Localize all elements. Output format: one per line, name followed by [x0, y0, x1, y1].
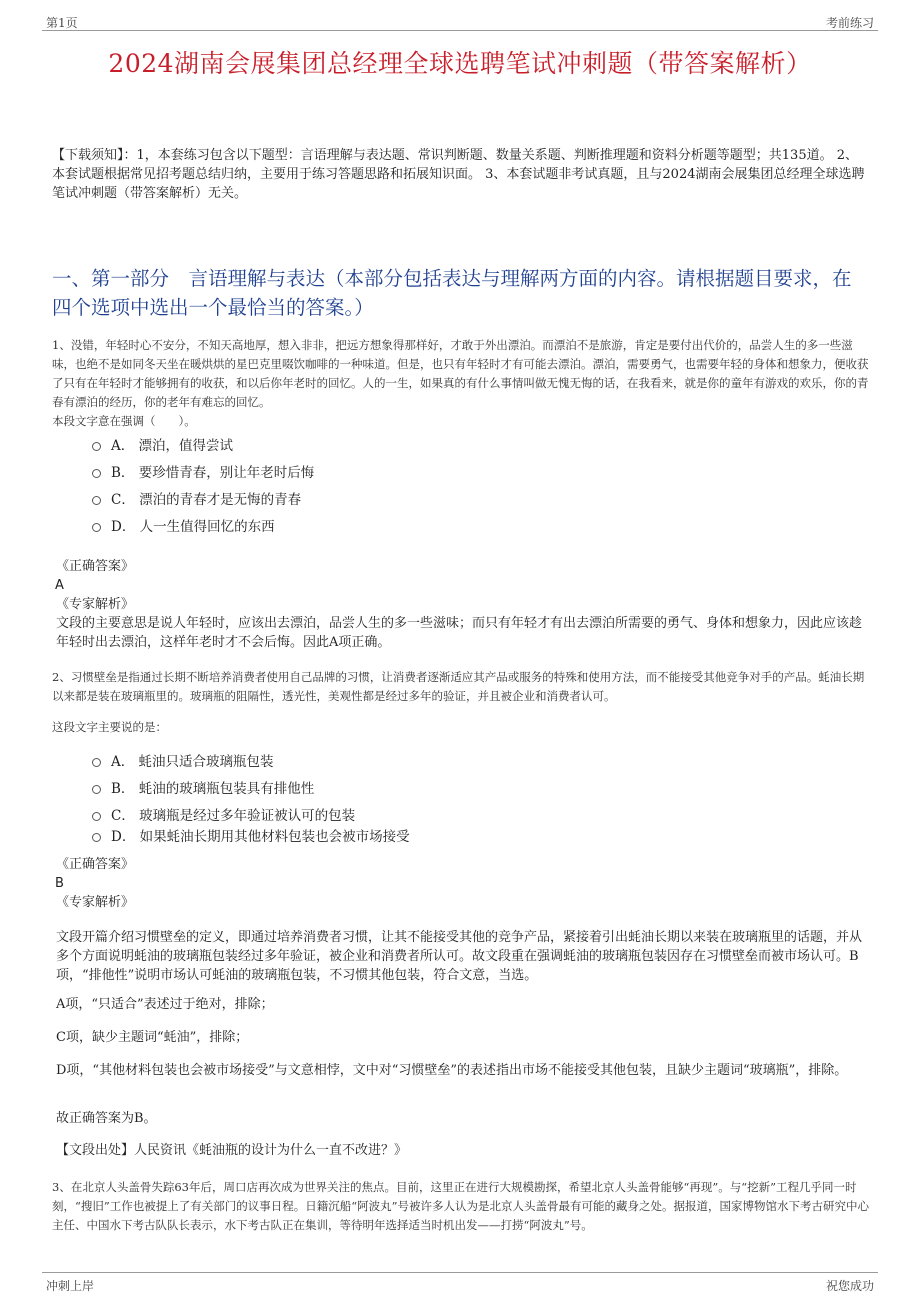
question-1-option-b[interactable]: B． 要珍惜青春，别让年老时后悔: [92, 463, 314, 483]
question-1-analysis: 文段的主要意思是说人年轻时，应该出去漂泊，品尝人生的多一些滋味；而只有年轻才有出去漂泊所需要的勇气、身体和想象力，因此应该趁年轻时出去漂泊，这样年老时才不会后悔。因此A项正确。: [56, 616, 863, 650]
question-2-option-d[interactable]: D． 如果蚝油长期用其他材料包装也会被市场接受: [92, 827, 410, 847]
question-2-conclusion: 故正确答案为B。: [56, 1111, 157, 1126]
question-2-analysis-c: C项，缺少主题词“蚝油”，排除；: [56, 1030, 249, 1045]
question-2-answer-label: 《正确答案》: [56, 857, 135, 872]
question-1-option-c[interactable]: C． 漂泊的青春才是无悔的青春: [92, 490, 301, 510]
radio-icon[interactable]: [92, 833, 101, 842]
question-2-source: 【文段出处】人民资讯《蚝油瓶的设计为什么一直不改进？》: [56, 1143, 408, 1158]
question-2-text: 2、习惯壁垒是指通过长期不断培养消费者使用自己品牌的习惯，让消费者逐渐适应其产品或服务的特殊和使用方法，而不能接受其他竞争对手的产品。蚝油长期以来都是装在玻璃瓶里的。玻璃瓶的阻隔性，透光性，美观性都是经过多年的验证，并且被企业和消费者认可。: [52, 670, 865, 703]
radio-icon[interactable]: [92, 496, 101, 505]
download-notice: 【下载须知】：1，本套练习包含以下题型：言语理解与表达题、常识判断题、数量关系题、判断推理题和资料分析题等题型；共135道。 2、本套试题根据常见招考题总结归纳，主要用于练习答题思路和拓展知识面。 3、本套试题非考试真题，且与2024湖南会展集团总经理全球选聘笔试冲刺题（带答案解析）无关。: [52, 148, 865, 201]
radio-icon[interactable]: [92, 442, 101, 451]
page-footer: [42, 1272, 878, 1295]
question-2-analysis-d: D项，“其他材料包装也会被市场接受”与文意相悖，文中对“习惯壁垒”的表述指出市场不能接受其他包装，且缺少主题词“玻璃瓶”，排除。: [56, 1063, 848, 1078]
question-2-option-b[interactable]: B． 蚝油的玻璃瓶包装具有排他性: [92, 779, 314, 799]
question-2-answer: B: [55, 876, 64, 891]
question-1-answer: A: [55, 578, 64, 593]
page-header: [42, 8, 878, 31]
question-1-answer-label: 《正确答案》: [56, 559, 135, 574]
question-2-analysis: 文段开篇介绍习惯壁垒的定义，即通过培养消费者习惯，让其不能接受其他的竞争产品，紧接着引出蚝油长期以来装在玻璃瓶里的话题，并从多个方面说明蚝油的玻璃瓶包装经过多年验证，被企业和消费者所认可。故文段重在强调蚝油的玻璃瓶包装因存在习惯壁垒而被市场认可。B项，“排他性”说明市场认可蚝油的玻璃瓶包装，不习惯其他包装，符合文意，当选。: [56, 930, 863, 983]
question-1-analysis-label: 《专家解析》: [56, 597, 135, 612]
radio-icon[interactable]: [92, 812, 101, 821]
question-2-analysis-label: 《专家解析》: [56, 895, 135, 910]
footer-left-text: 冲刺上岸: [46, 1279, 95, 1293]
footer-right-text: 祝您成功: [825, 1279, 874, 1293]
header-tag: 考前练习: [825, 16, 874, 30]
page-number: 第1页: [46, 16, 78, 30]
radio-icon[interactable]: [92, 523, 101, 532]
radio-icon[interactable]: [92, 785, 101, 794]
question-2-prompt: 这段文字主要说的是：: [52, 720, 167, 734]
radio-icon[interactable]: [92, 758, 101, 767]
question-2-analysis-a: A项，“只适合”表述过于绝对，排除；: [56, 997, 274, 1012]
question-2-option-c[interactable]: C． 玻璃瓶是经过多年验证被认可的包装: [92, 806, 355, 826]
question-1-option-a[interactable]: A． 漂泊，值得尝试: [92, 436, 233, 456]
question-1-option-d[interactable]: D． 人一生值得回忆的东西: [92, 517, 275, 537]
question-1-prompt: 本段文字意在强调（ ）。: [52, 414, 196, 428]
radio-icon[interactable]: [92, 469, 101, 478]
question-2-option-a[interactable]: A． 蚝油只适合玻璃瓶包装: [92, 752, 274, 772]
question-1-text: 1、没错，年轻时心不安分，不知天高地厚，想入非非，把远方想象得那样好，才敢于外出漂泊。而漂泊不是旅游，肯定是要付出代价的，品尝人生的多一些滋味，也绝不是如同冬天坐在暖烘烘的星巴克里啜饮咖啡的一种味道。但是，也只有年轻时才有可能去漂泊。漂泊，需要勇气，也需要年轻的身体和想象力，便收获了只有在年轻时才能够拥有的收获，和以后你年老时的回忆。人的一生，如果真的有什么事情叫做无愧无悔的话，在我看来，就是你的童年有游戏的欢乐，你的青春有漂泊的经历，你的老年有难忘的回忆。: [52, 338, 869, 409]
question-3-text: 3、在北京人头盖骨失踪63年后，周口店再次成为世界关注的焦点。目前，这里正在进行大规模勘探，希望北京人头盖骨能够“再现”。与“挖新”工程几乎同一时刻，“搜旧”工作也被提上了有关部门的议事日程。日籍沉船“阿波丸”号被许多人认为是北京人头盖骨最有可能的藏身之处。据报道，国家博物馆水下考古研究中心主任、中国水下考古队队长表示，水下考古队正在集训，等待明年选择适当时机出发——打捞“阿波丸”号。: [52, 1180, 870, 1232]
section-heading: 一、第一部分 言语理解与表达（本部分包括表达与理解两方面的内容。请根据题目要求，在四个选项中选出一个最恰当的答案。）: [52, 267, 852, 319]
document-title: 2024湖南会展集团总经理全球选聘笔试冲刺题（带答案解析）: [108, 49, 812, 78]
